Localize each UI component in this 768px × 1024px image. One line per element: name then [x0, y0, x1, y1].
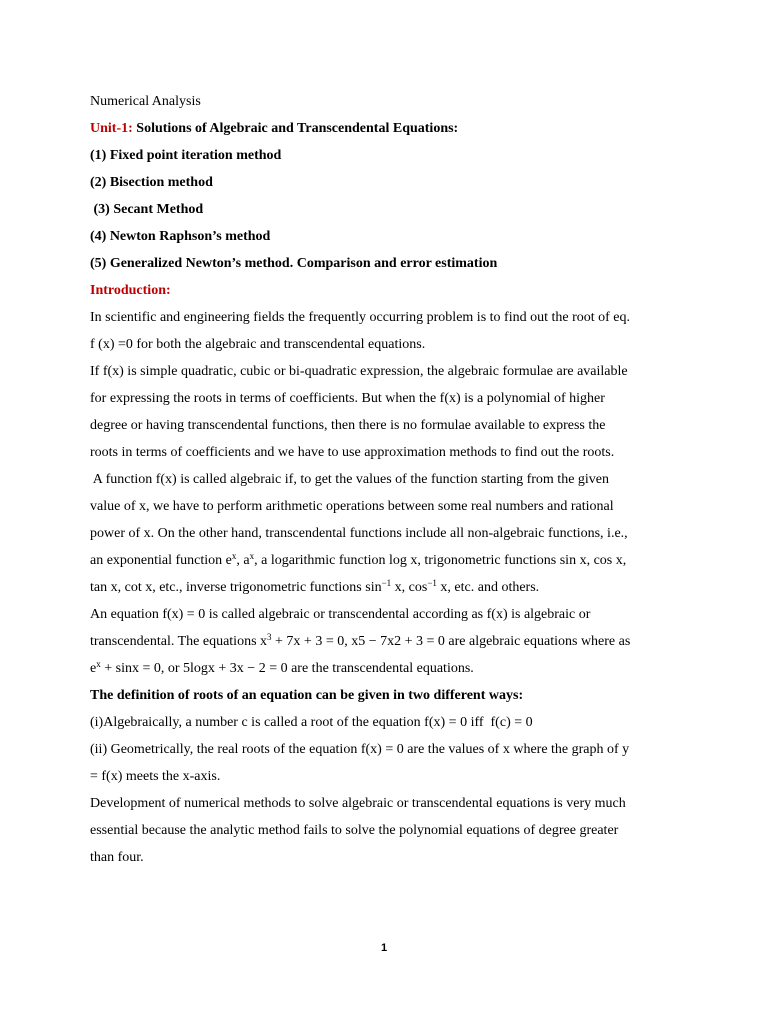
text-run: + 7x + 3 = 0, x5 − 7x2 + 3 = 0 are algebraic equations where as [271, 634, 631, 649]
text-run: + sinx = 0, or 5logx + 3x − 2 = 0 are the transcendental equations. [100, 661, 474, 676]
text-run: , a logarithmic function log x, trigonometric functions sin x, cos x, [254, 553, 627, 568]
document-title: Numerical Analysis [90, 94, 201, 109]
page-number: 1 [380, 942, 388, 954]
method-item: (4) Newton Raphson’s method [90, 229, 271, 244]
superscript: 3 [267, 632, 272, 642]
text-run: transcendental. The equations x [90, 634, 268, 649]
superscript: −1 [381, 578, 392, 588]
body-line: (i)Algebraically, a number c is called a root of the equation f(x) = 0 iff f(c) = 0 [90, 715, 533, 730]
method-item: (5) Generalized Newton’s method. Comparison and error estimation [90, 256, 498, 271]
body-line: In scientific and engineering fields the frequently occurring problem is to find out the root of eq. [90, 310, 631, 325]
method-item: (1) Fixed point iteration method [90, 148, 282, 163]
body-line [90, 574, 690, 601]
definition-heading: The definition of roots of an equation can be given in two different ways: [90, 688, 524, 703]
superscript: x [249, 551, 255, 561]
body-line: than four. [90, 850, 144, 865]
body-line: (ii) Geometrically, the real roots of the equation f(x) = 0 are the values of x where the graph of y [90, 742, 630, 757]
text-run: an exponential function e [90, 553, 232, 568]
text-run: x, etc. and others. [436, 580, 540, 595]
body-line: If f(x) is simple quadratic, cubic or bi-quadratic expression, the algebraic formulae are available [90, 364, 628, 379]
body-line: Development of numerical methods to solve algebraic or transcendental equations is very much [90, 796, 626, 811]
body-line: value of x, we have to perform arithmetic operations between some real numbers and rational [90, 499, 614, 514]
body-line: An equation f(x) = 0 is called algebraic or transcendental according as f(x) is algebraic or [90, 607, 591, 622]
body-line: = f(x) meets the x-axis. [90, 769, 221, 784]
text-run: , a [236, 553, 250, 568]
body-line: essential because the analytic method fails to solve the polynomial equations of degree greater [90, 823, 619, 838]
method-item: (2) Bisection method [90, 175, 213, 190]
document-page [90, 88, 690, 871]
unit-label: Unit-1: [90, 121, 133, 136]
body-line [90, 628, 690, 655]
body-line [90, 547, 690, 574]
body-line: f (x) =0 for both the algebraic and transcendental equations. [90, 337, 426, 352]
method-item: (3) Secant Method [90, 202, 204, 217]
body-line: A function f(x) is called algebraic if, to get the values of the function starting from the given [90, 472, 610, 487]
superscript: x [231, 551, 237, 561]
body-line: for expressing the roots in terms of coefficients. But when the f(x) is a polynomial of higher [90, 391, 605, 406]
superscript: x [96, 659, 101, 669]
body-line: roots in terms of coefficients and we have to use approximation methods to find out the roots. [90, 445, 615, 460]
text-run: x, cos [391, 580, 428, 595]
body-line: degree or having transcendental functions, then there is no formulae available to express the [90, 418, 606, 433]
unit-title: Solutions of Algebraic and Transcendental Equations: [132, 121, 459, 136]
text-run: e [90, 661, 97, 676]
text-run: tan x, cot x, etc., inverse trigonometric functions sin [90, 580, 382, 595]
introduction-heading: Introduction: [90, 283, 171, 298]
body-line: power of x. On the other hand, transcendental functions include all non-algebraic functions, i.e., [90, 526, 628, 541]
unit-heading [90, 115, 690, 142]
body-line [90, 655, 690, 682]
superscript: −1 [427, 578, 437, 588]
